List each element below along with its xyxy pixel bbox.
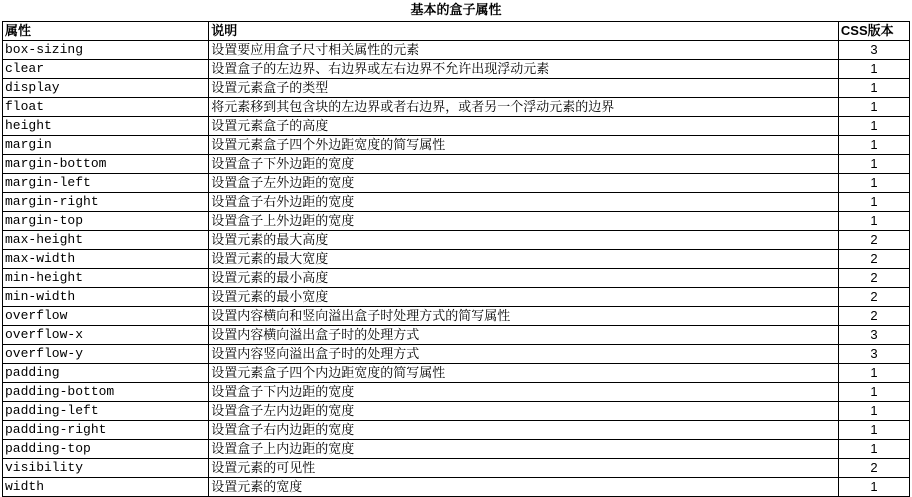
- cell-css-version: 1: [838, 79, 909, 98]
- table-row: [3, 136, 910, 155]
- cell-description: 设置盒子下外边距的宽度: [209, 155, 839, 174]
- cell-css-version: 1: [838, 98, 909, 117]
- table-row: [3, 383, 910, 402]
- cell-description: 设置盒子左内边距的宽度: [209, 402, 839, 421]
- table-row: [3, 231, 910, 250]
- table-row: [3, 250, 910, 269]
- cell-css-version: 2: [838, 459, 909, 478]
- table-row: [3, 117, 910, 136]
- table-row: [3, 155, 910, 174]
- cell-description: 设置内容横向溢出盒子时的处理方式: [209, 326, 839, 345]
- cell-property: height: [3, 117, 209, 136]
- table-header: [3, 22, 910, 41]
- cell-css-version: 2: [838, 250, 909, 269]
- cell-description: 设置元素盒子的高度: [209, 117, 839, 136]
- column-header-css-version: CSS版本: [838, 22, 909, 41]
- cell-css-version: 3: [838, 41, 909, 60]
- table-row: [3, 402, 910, 421]
- cell-css-version: 3: [838, 345, 909, 364]
- cell-description: 将元素移到其包含块的左边界或者右边界，或者另一个浮动元素的边界: [209, 98, 839, 117]
- box-properties-table: [2, 21, 910, 497]
- cell-css-version: 1: [838, 383, 909, 402]
- table-body: [3, 41, 910, 497]
- cell-description: 设置内容横向和竖向溢出盒子时处理方式的简写属性: [209, 307, 839, 326]
- cell-property: padding-top: [3, 440, 209, 459]
- cell-property: max-height: [3, 231, 209, 250]
- cell-description: 设置盒子下内边距的宽度: [209, 383, 839, 402]
- table-row: [3, 421, 910, 440]
- cell-description: 设置盒子上外边距的宽度: [209, 212, 839, 231]
- table-row: [3, 98, 910, 117]
- cell-description: 设置盒子右内边距的宽度: [209, 421, 839, 440]
- cell-description: 设置元素的可见性: [209, 459, 839, 478]
- cell-css-version: 1: [838, 155, 909, 174]
- table-row: [3, 60, 910, 79]
- cell-css-version: 1: [838, 60, 909, 79]
- cell-property: box-sizing: [3, 41, 209, 60]
- table-row: [3, 41, 910, 60]
- cell-description: 设置盒子左外边距的宽度: [209, 174, 839, 193]
- cell-css-version: 1: [838, 117, 909, 136]
- table-row: [3, 288, 910, 307]
- page-title: 基本的盒子属性: [410, 2, 502, 17]
- cell-css-version: 1: [838, 212, 909, 231]
- cell-property: margin-left: [3, 174, 209, 193]
- cell-property: margin-top: [3, 212, 209, 231]
- cell-property: display: [3, 79, 209, 98]
- cell-description: 设置元素的最小宽度: [209, 288, 839, 307]
- table-row: [3, 345, 910, 364]
- cell-css-version: 1: [838, 193, 909, 212]
- cell-description: 设置要应用盒子尺寸相关属性的元素: [209, 41, 839, 60]
- cell-property: float: [3, 98, 209, 117]
- cell-property: padding-bottom: [3, 383, 209, 402]
- table-row: [3, 459, 910, 478]
- cell-property: padding-right: [3, 421, 209, 440]
- cell-description: 设置元素的宽度: [209, 478, 839, 497]
- cell-property: overflow: [3, 307, 209, 326]
- cell-css-version: 2: [838, 288, 909, 307]
- cell-description: 设置元素盒子四个外边距宽度的简写属性: [209, 136, 839, 155]
- table-row: [3, 326, 910, 345]
- cell-description: 设置内容竖向溢出盒子时的处理方式: [209, 345, 839, 364]
- cell-property: margin: [3, 136, 209, 155]
- cell-description: 设置盒子的左边界、右边界或左右边界不允许出现浮动元素: [209, 60, 839, 79]
- cell-css-version: 2: [838, 231, 909, 250]
- table-row: [3, 174, 910, 193]
- table-row: [3, 79, 910, 98]
- cell-description: 设置元素盒子四个内边距宽度的简写属性: [209, 364, 839, 383]
- table-row: [3, 364, 910, 383]
- table-row: [3, 440, 910, 459]
- cell-description: 设置元素的最小高度: [209, 269, 839, 288]
- cell-css-version: 1: [838, 174, 909, 193]
- cell-property: visibility: [3, 459, 209, 478]
- cell-property: min-width: [3, 288, 209, 307]
- cell-description: 设置元素的最大高度: [209, 231, 839, 250]
- cell-css-version: 2: [838, 269, 909, 288]
- cell-property: overflow-y: [3, 345, 209, 364]
- cell-css-version: 1: [838, 136, 909, 155]
- table-row: [3, 193, 910, 212]
- cell-css-version: 3: [838, 326, 909, 345]
- column-header-property: 属性: [3, 22, 209, 41]
- cell-property: padding: [3, 364, 209, 383]
- cell-css-version: 1: [838, 402, 909, 421]
- cell-property: max-width: [3, 250, 209, 269]
- cell-description: 设置盒子右外边距的宽度: [209, 193, 839, 212]
- cell-property: margin-bottom: [3, 155, 209, 174]
- table-row: [3, 307, 910, 326]
- cell-property: width: [3, 478, 209, 497]
- column-header-description: 说明: [209, 22, 839, 41]
- cell-description: 设置盒子上内边距的宽度: [209, 440, 839, 459]
- cell-property: overflow-x: [3, 326, 209, 345]
- cell-property: margin-right: [3, 193, 209, 212]
- cell-css-version: 1: [838, 440, 909, 459]
- table-row: [3, 478, 910, 497]
- cell-css-version: 1: [838, 478, 909, 497]
- cell-description: 设置元素的最大宽度: [209, 250, 839, 269]
- table-row: [3, 212, 910, 231]
- cell-css-version: 1: [838, 421, 909, 440]
- cell-css-version: 1: [838, 364, 909, 383]
- table-row: [3, 269, 910, 288]
- cell-property: padding-left: [3, 402, 209, 421]
- cell-property: clear: [3, 60, 209, 79]
- table-header-row: [3, 22, 910, 41]
- cell-property: min-height: [3, 269, 209, 288]
- cell-css-version: 2: [838, 307, 909, 326]
- cell-description: 设置元素盒子的类型: [209, 79, 839, 98]
